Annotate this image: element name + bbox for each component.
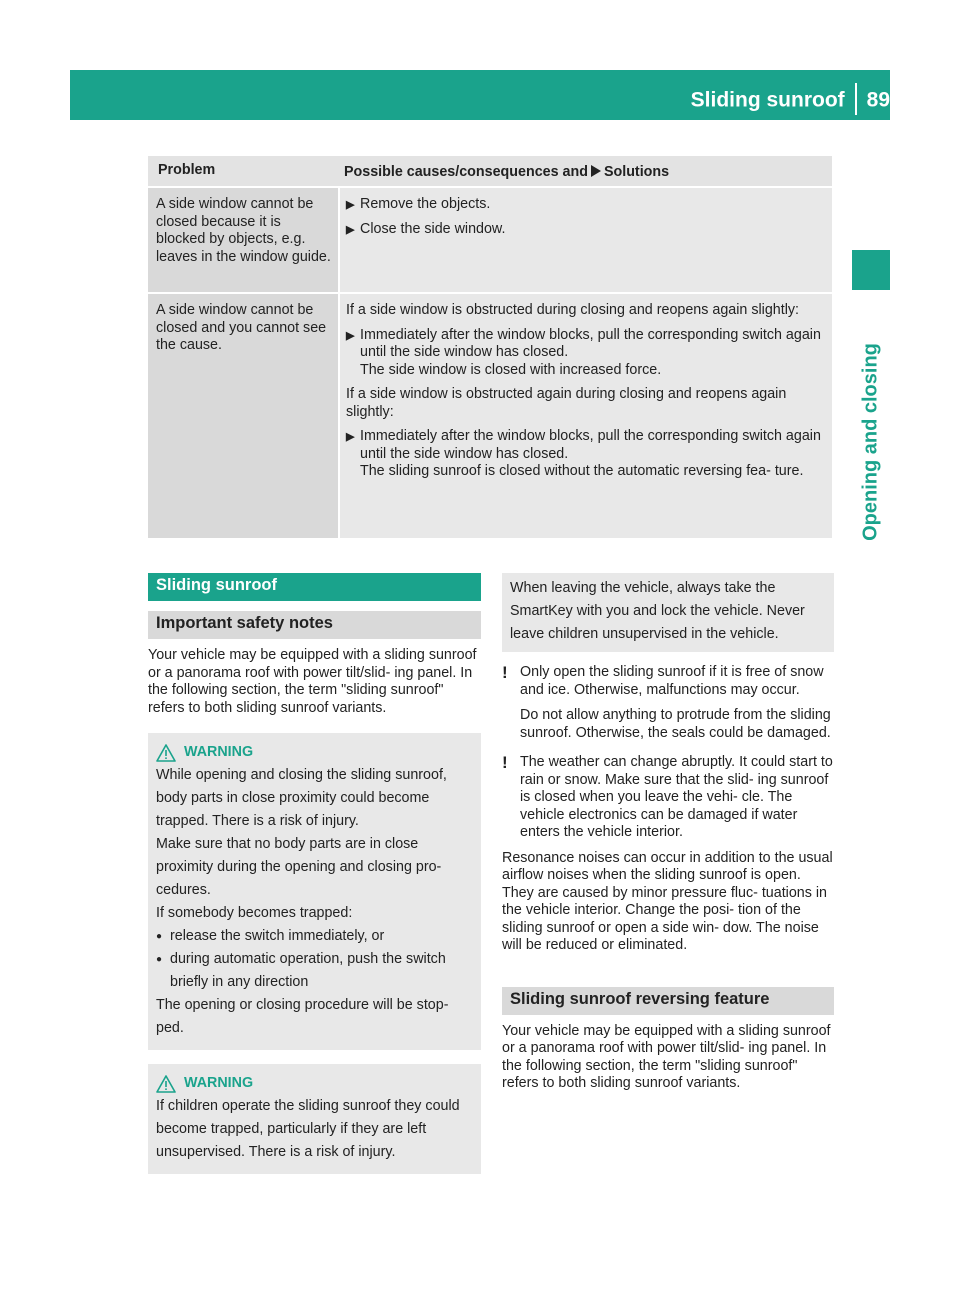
table-header <box>148 156 832 186</box>
warning-text: While opening and closing the sliding sunroof, body parts in close proximity could become trapped. There is a risk of injury. <box>156 767 447 829</box>
page-title: Sliding sunroof <box>690 88 845 112</box>
caution-mark-icon: ! <box>502 753 508 772</box>
warning-triangle-icon <box>156 744 176 762</box>
solution-intro: If a side window is obstructed again during closing and reopens again slightly: <box>346 386 787 420</box>
warning-box <box>148 1064 481 1174</box>
table-row <box>148 186 832 292</box>
troubleshooting-table <box>148 156 832 538</box>
list-item: ● during automatic operation, push the switch briefly in any direction <box>156 948 473 994</box>
right-column <box>502 573 834 1093</box>
solution-step: ▶ Remove the objects. <box>346 196 491 212</box>
page-header <box>691 85 890 117</box>
note-text: Do not allow anything to protrude from the sliding sunroof. Otherwise, the seals could be damaged. <box>520 707 831 741</box>
chapter-tab-marker <box>852 250 890 290</box>
intro-paragraph: Your vehicle may be equipped with a sliding sunroof or a panorama roof with power tilt/slid- ing panel. In the following section, the term "sliding sunroof" refers to both sliding sunroof variants. <box>148 647 477 716</box>
action-arrow-icon: ▶ <box>346 329 355 342</box>
header-solutions: Possible causes/consequences and Solutions <box>344 164 670 180</box>
caution-mark-icon: ! <box>502 663 508 682</box>
warning-title: WARNING <box>184 1075 254 1091</box>
solution-intro: If a side window is obstructed during closing and reopens again slightly: <box>346 302 799 318</box>
subsection-title: Important safety notes <box>148 611 481 639</box>
problem-cell: A side window cannot be closed because it is blocked by objects, e.g. leaves in the window guide. <box>148 188 338 292</box>
solution-step: ▶ Immediately after the window blocks, pull the corresponding switch again until the side window has closed. The side window is closed with increased force. <box>346 326 821 378</box>
resonance-paragraph: Resonance noises can occur in addition to the usual airflow noises when the sliding sunroof is open. They are caused by minor pressure fluc- tuations in the vehicle interior. Change the posi- tion of the sliding sunroof or open a side win- dow. The noise will be reduced or eliminated. <box>502 849 833 953</box>
action-arrow-icon: ▶ <box>346 431 355 443</box>
list-item: ● release the switch immediately, or <box>156 925 473 948</box>
action-arrow-icon <box>591 165 601 177</box>
step-result: The side window is closed with increased force. <box>360 361 662 378</box>
warning-text: If children operate the sliding sunroof they could become trapped, particularly if they are left unsupervised. There is a risk of injury. <box>156 1098 460 1160</box>
solution-cell <box>338 294 832 538</box>
subsection-title: Sliding sunroof reversing feature <box>502 987 834 1015</box>
warning-title: WARNING <box>184 744 254 760</box>
action-arrow-icon: ▶ <box>346 224 355 236</box>
warning-text: If somebody becomes trapped: <box>156 905 353 921</box>
note-text: Only open the sliding sunroof if it is free of snow and ice. Otherwise, malfunctions may occur. <box>520 664 824 698</box>
problem-cell: A side window cannot be closed and you cannot see the cause. <box>148 294 338 538</box>
solution-step: ▶ Immediately after the window blocks, pull the corresponding switch again until the side window has closed. The sliding sunroof is closed without the automatic reversing fea- ture. <box>346 428 821 479</box>
header-divider <box>855 83 857 115</box>
left-column <box>148 573 481 1174</box>
warning-box <box>148 733 481 1050</box>
note-item <box>502 664 834 742</box>
solution-step: ▶ Close the side window. <box>346 221 506 237</box>
table-row <box>148 292 832 538</box>
warning-triangle-icon <box>156 1075 176 1093</box>
info-box: When leaving the vehicle, always take the SmartKey with you and lock the vehicle. Never leave children unsupervised in the vehicle. <box>502 573 834 652</box>
chapter-tab-label: Opening and closing <box>859 343 882 541</box>
section-title: Sliding sunroof <box>148 573 481 601</box>
header-problem: Problem <box>158 162 216 178</box>
bullet-icon: ● <box>156 931 163 942</box>
note-text: The weather can change abruptly. It could start to rain or snow. Make sure that the slid- ing sunroof is closed when you leave the vehi- cle. The vehicle electronics can be damaged if water enters the vehicle interior. <box>520 754 833 840</box>
page-number: 89 <box>866 88 890 112</box>
warning-text: The opening or closing procedure will be stop- ped. <box>156 997 449 1036</box>
note-item <box>502 754 834 842</box>
bullet-icon: ● <box>156 954 163 965</box>
intro-paragraph: Your vehicle may be equipped with a sliding sunroof or a panorama roof with power tilt/slid- ing panel. In the following section, the term "sliding sunroof" refers to both sliding sunroof variants. <box>502 1022 831 1091</box>
action-arrow-icon: ▶ <box>346 199 355 211</box>
warning-text: Make sure that no body parts are in close proximity during the opening and closing pro- cedures. <box>156 836 442 898</box>
step-result: The sliding sunroof is closed without the automatic reversing fea- ture. <box>360 463 804 479</box>
solution-cell <box>338 188 832 292</box>
